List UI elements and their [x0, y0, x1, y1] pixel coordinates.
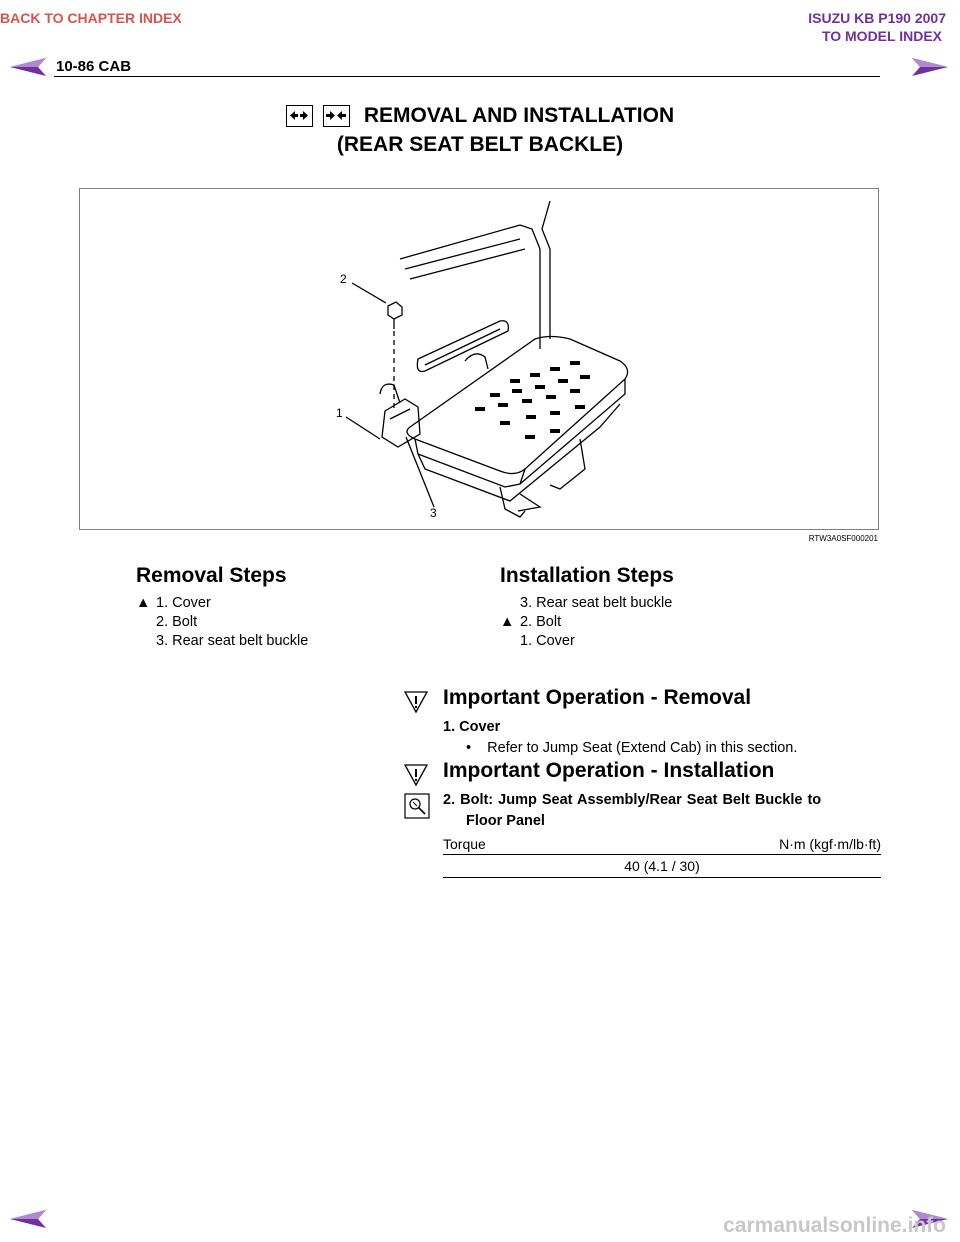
- callout-3: 3: [430, 506, 437, 520]
- important-operation-installation-heading: Important Operation - Installation: [443, 759, 775, 782]
- caution-marker: ▲: [136, 595, 151, 611]
- removal-steps: [136, 564, 308, 651]
- installation-steps: [500, 564, 674, 651]
- removal-symbol-icon: [286, 105, 313, 127]
- seat-illustration-figure: [79, 188, 879, 530]
- torque-table-header: [443, 836, 881, 855]
- page-title: [0, 104, 960, 157]
- warning-triangle-icon: [403, 761, 429, 787]
- header-rule: [54, 76, 880, 77]
- torque-table: [443, 836, 881, 878]
- section-header: 10-86 CAB: [56, 58, 132, 75]
- removal-steps-heading: Removal Steps: [136, 564, 287, 587]
- back-to-chapter-index-link[interactable]: BACK TO CHAPTER INDEX: [0, 10, 182, 26]
- title-line-1: REMOVAL AND INSTALLATION: [363, 104, 675, 127]
- warning-triangle-icon: [403, 688, 429, 714]
- removal-step: 1. Cover: [156, 595, 211, 611]
- torque-unit: N·m (kgf·m/lb·ft): [779, 836, 881, 852]
- important-operation-removal-heading: Important Operation - Removal: [443, 686, 752, 709]
- installation-step: 3. Rear seat belt buckle: [520, 595, 673, 611]
- installation-operation-item-cont: Floor Panel: [466, 813, 545, 829]
- torque-wrench-icon: [404, 793, 430, 819]
- removal-step: 3. Rear seat belt buckle: [156, 633, 309, 649]
- installation-step: 2. Bolt: [520, 614, 562, 630]
- bullet-marker: •: [466, 740, 472, 756]
- site-watermark: carmanualsonline.info: [723, 1214, 946, 1237]
- torque-value: 40 (4.1 / 30): [443, 855, 881, 878]
- removal-operation-item: 1. Cover: [443, 719, 501, 735]
- title-line-2: (REAR SEAT BELT BACKLE): [336, 133, 624, 156]
- installation-steps-heading: Installation Steps: [500, 564, 674, 587]
- figure-code: RTW3A0SF000201: [808, 534, 878, 543]
- installation-symbol-icon: [323, 105, 350, 127]
- right-arrow-icon[interactable]: [910, 56, 950, 78]
- model-title-link[interactable]: ISUZU KB P190 2007: [808, 10, 946, 26]
- torque-label: Torque: [443, 836, 486, 852]
- installation-step: 1. Cover: [520, 633, 575, 649]
- installation-operation-item: 2. Bolt: Jump Seat Assembly/Rear Seat Belt Buckle to: [443, 792, 822, 808]
- removal-step: 2. Bolt: [156, 614, 198, 630]
- removal-operation-bullet: [466, 740, 797, 756]
- callout-1: 1: [336, 406, 343, 420]
- left-arrow-icon[interactable]: [8, 1208, 48, 1230]
- left-arrow-icon[interactable]: [8, 56, 48, 78]
- callout-2: 2: [340, 272, 347, 286]
- rear-seat-drawing: [80, 189, 878, 529]
- caution-marker: ▲: [500, 614, 515, 630]
- to-model-index-link[interactable]: TO MODEL INDEX: [821, 28, 942, 44]
- bullet-text: Refer to Jump Seat (Extend Cab) in this section.: [487, 740, 798, 756]
